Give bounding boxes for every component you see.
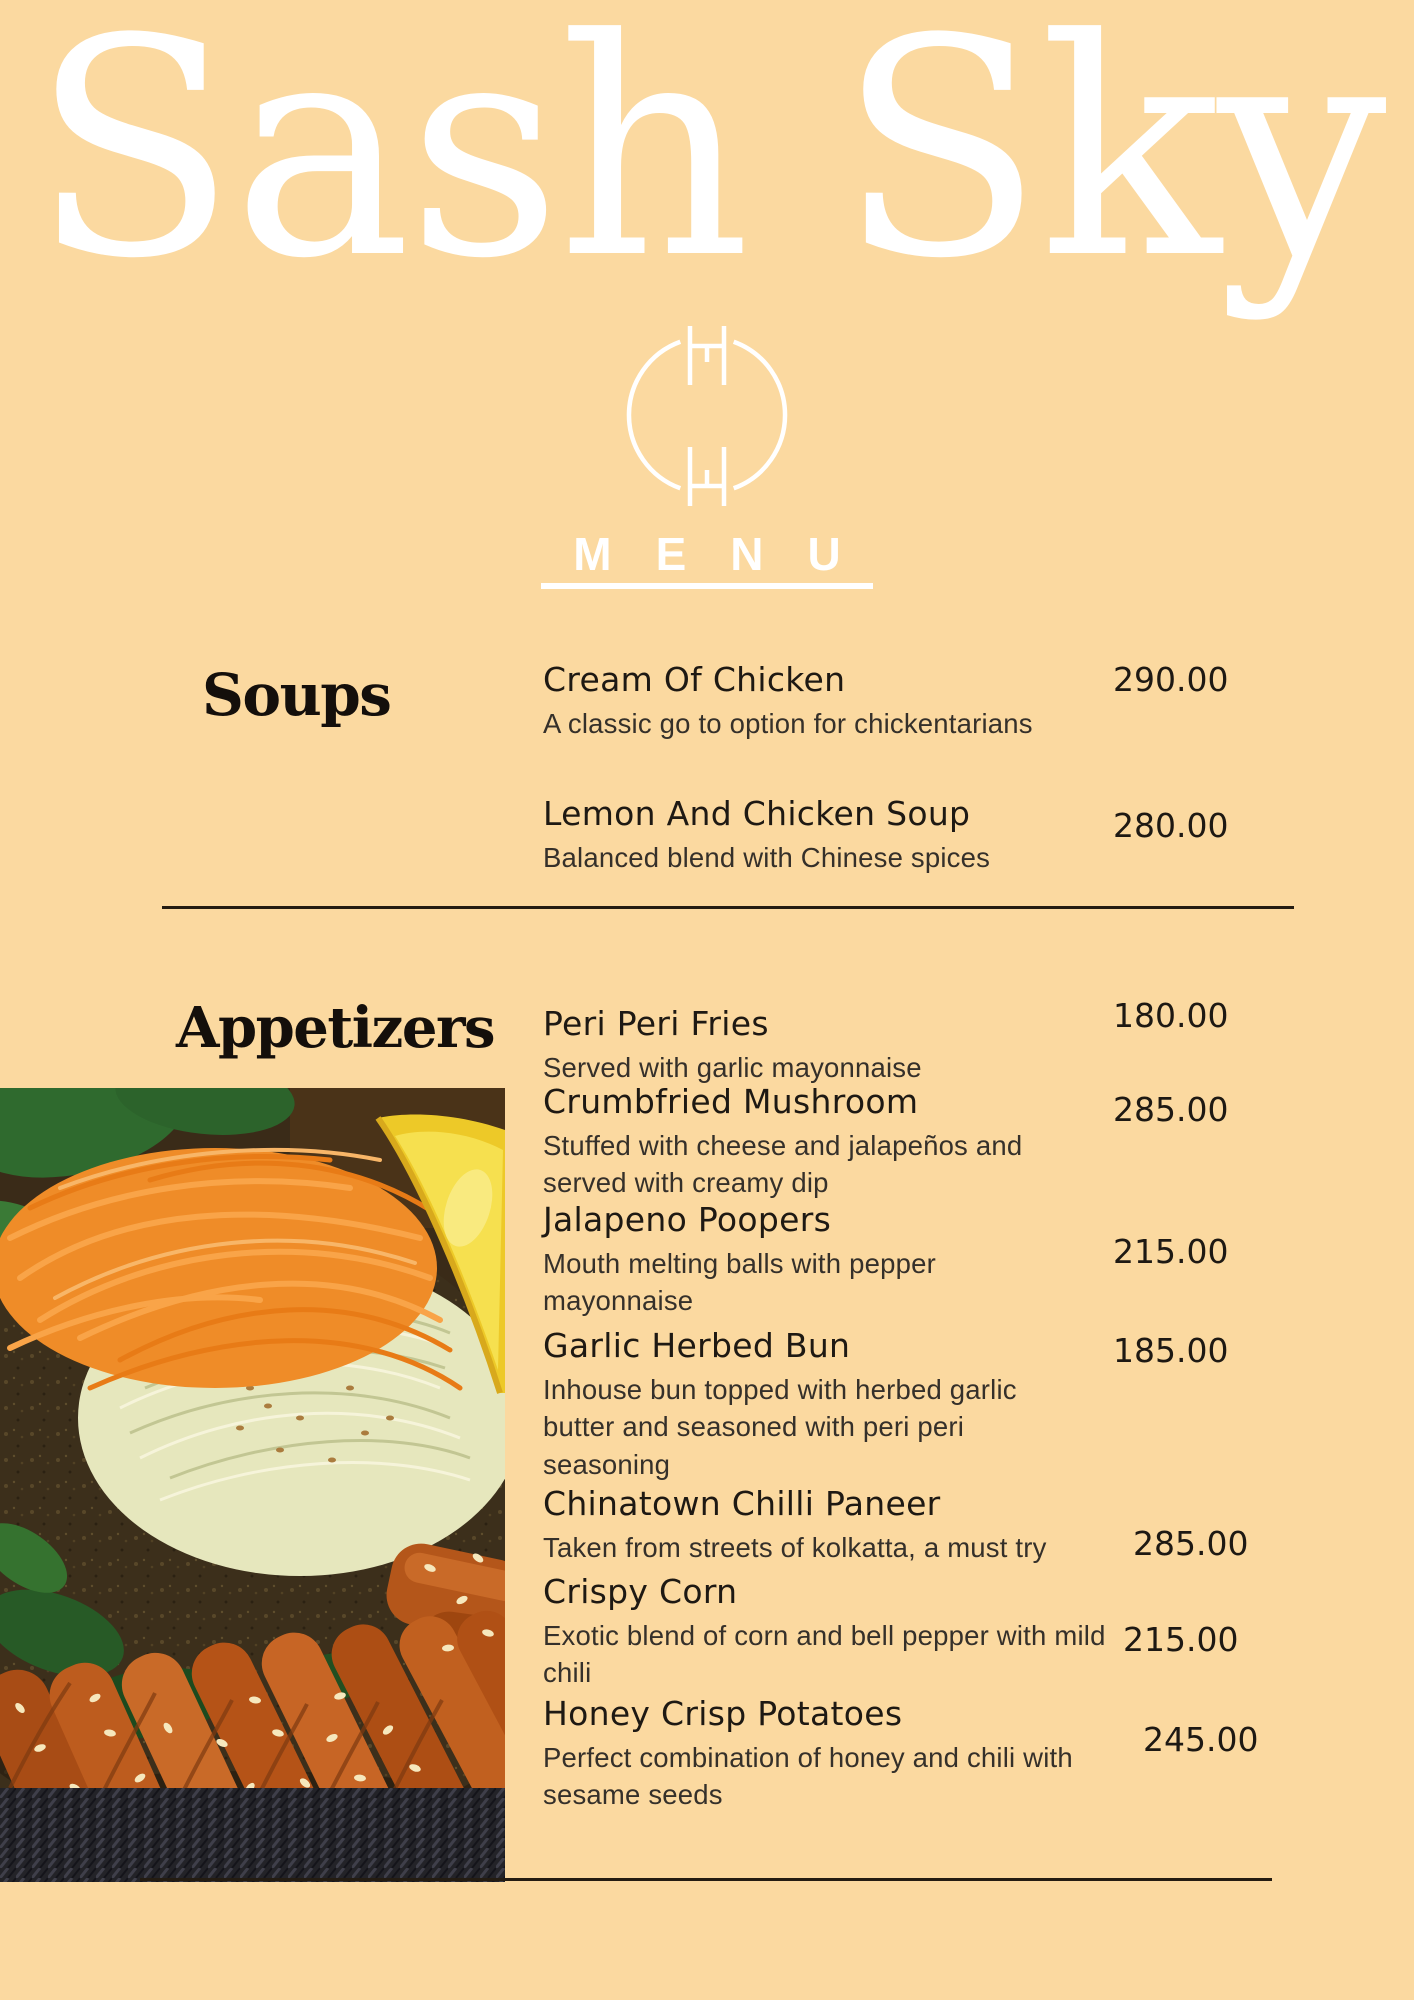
item-price: 185.00	[1113, 1331, 1229, 1370]
menu-title-block	[0, 528, 1414, 589]
section-divider	[162, 906, 1294, 909]
menu-item	[543, 1198, 1243, 1320]
item-name: Crumbfried Mushroom	[543, 1082, 919, 1121]
logo-circle-right-arc	[734, 342, 785, 489]
item-name: Cream Of Chicken	[543, 660, 846, 699]
item-price: 290.00	[1113, 660, 1229, 699]
item-price: 180.00	[1113, 996, 1229, 1035]
restaurant-logo-icon	[615, 318, 799, 514]
item-description: Taken from streets of kolkatta, a must try	[543, 1531, 1047, 1563]
menu-item	[543, 996, 1243, 1086]
logo-top-h-monogram	[690, 326, 724, 385]
logo-bottom-h-monogram	[690, 447, 724, 506]
item-description: Served with garlic mayonnaise	[543, 1051, 922, 1083]
menu-item	[543, 792, 1243, 876]
section-heading-appetizers: Appetizers	[176, 995, 494, 1061]
menu-item	[543, 1570, 1243, 1692]
item-price: 245.00	[1143, 1720, 1259, 1759]
item-description: Stuffed with cheese and jalapeños and served with creamy dip	[543, 1129, 1023, 1199]
item-name: Peri Peri Fries	[543, 1004, 769, 1043]
item-price: 280.00	[1113, 806, 1229, 845]
item-price: 285.00	[1133, 1524, 1249, 1563]
item-name: Lemon And Chicken Soup	[543, 794, 971, 833]
menu-item	[543, 658, 1243, 742]
item-description: Mouth melting balls with pepper mayonnaise	[543, 1247, 936, 1317]
item-name: Jalapeno Poopers	[543, 1200, 832, 1239]
menu-item	[543, 1080, 1243, 1202]
item-price: 215.00	[1123, 1620, 1239, 1659]
menu-underline	[541, 583, 873, 589]
item-description: Inhouse bun topped with herbed garlic butter and seasoned with peri peri seasoning	[543, 1373, 1017, 1481]
item-price: 285.00	[1113, 1090, 1229, 1129]
item-description: Exotic blend of corn and bell pepper with mild chili	[543, 1619, 1106, 1689]
item-price: 215.00	[1113, 1232, 1229, 1271]
item-description: Balanced blend with Chinese spices	[543, 841, 991, 873]
menu-item	[543, 1482, 1249, 1566]
item-name: Honey Crisp Potatoes	[543, 1694, 903, 1733]
logo-circle-left-arc	[629, 342, 680, 489]
item-name: Chinatown Chilli Paneer	[543, 1484, 941, 1523]
item-description: A classic go to option for chickentarians	[543, 707, 1033, 739]
menu-item	[543, 1692, 1259, 1814]
item-name: Garlic Herbed Bun	[543, 1326, 851, 1365]
section-heading-soups: Soups	[202, 661, 391, 729]
menu-title: MENU	[573, 528, 885, 580]
food-photo	[0, 1088, 505, 1882]
item-name: Crispy Corn	[543, 1572, 738, 1611]
restaurant-name: Sash Sky	[31, 0, 1383, 324]
item-description: Perfect combination of honey and chili with sesame seeds	[543, 1741, 1073, 1811]
menu-item	[543, 1324, 1243, 1484]
woven-placemat	[0, 1788, 505, 1882]
bottom-divider	[140, 1878, 1272, 1881]
